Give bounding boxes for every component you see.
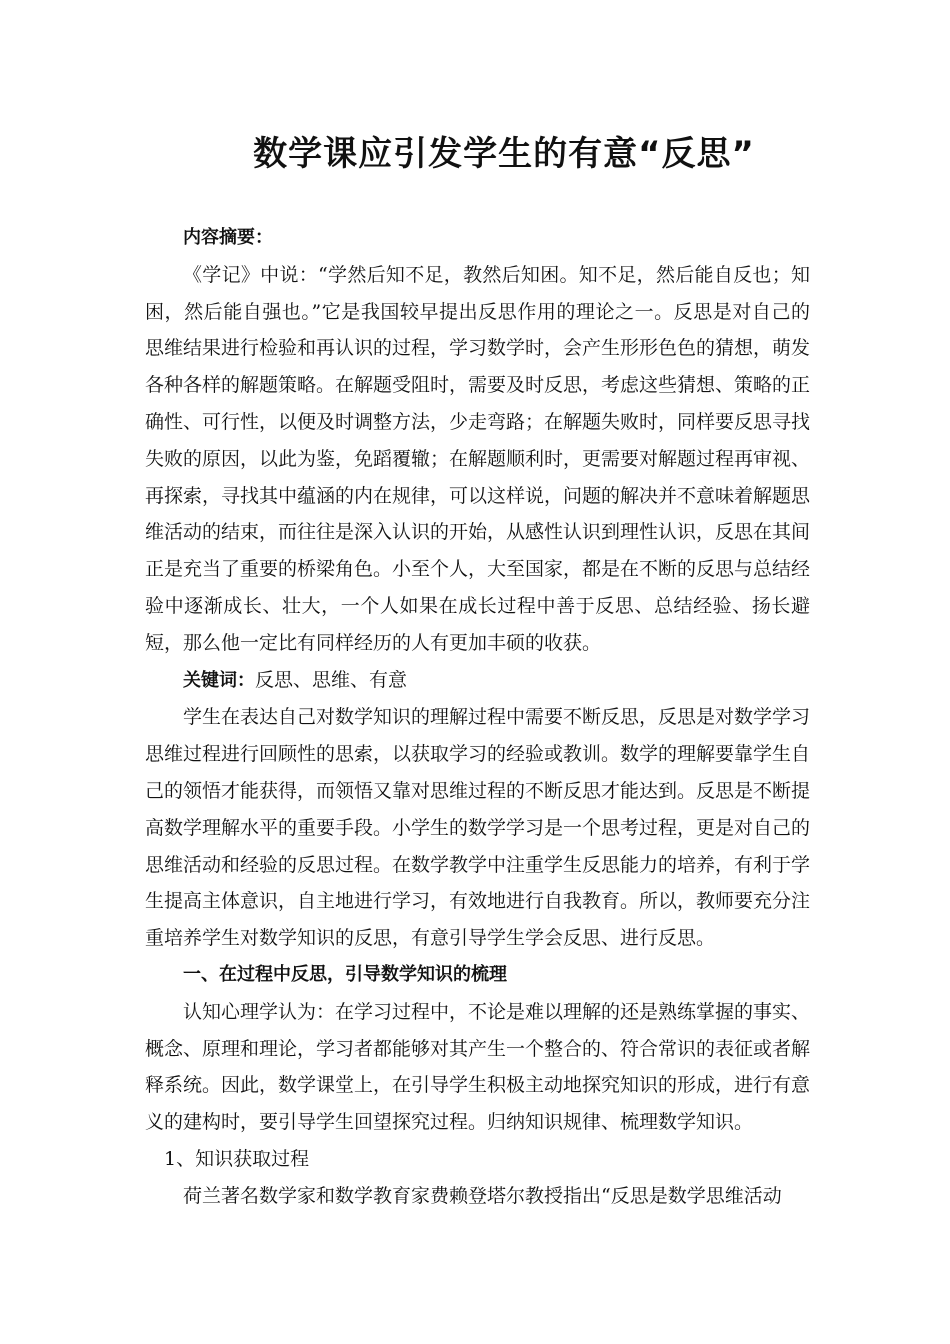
intro-paragraph: 学生在表达自己对数学知识的理解过程中需要不断反思，反思是对数学学习思维过程进行回顾性的思索，以获取学习的经验或教训。数学的理解要靠学生自己的领悟才能获得，而领悟又靠对思维过程的不断反思才能达到。反思是不断提高数学理解水平的重要手段。小学生的数学学习是一个思考过程，更是对自己的思维活动和经验的反思过程。在数学教学中注重学生反思能力的培养，有利于学生提高主体意识，自主地进行学习，有效地进行自我教育。所以，教师要充分注重培养学生对数学知识的反思，有意引导学生学会反思、进行反思。 [145, 706, 811, 950]
document-title: 数学课应引发学生的有意“反思” [253, 134, 755, 174]
section-1-heading: 一、在过程中反思，引导数学知识的梳理 [183, 963, 507, 985]
document-body [145, 220, 810, 1215]
keywords-label: 关键词： [183, 669, 255, 691]
abstract-label: 内容摘要： [183, 227, 273, 248]
keywords-line [145, 662, 810, 700]
abstract-paragraph: 《学记》中说：“学然后知不足，教然后知困。知不足，然后能自反也；知困，然后能自强也。”它是我国较早提出反思作用的理论之一。反思是对自己的思维结果进行检验和再认识的过程，学习数学时，会产生形形色色的猜想，萌发各种各样的解题策略。在解题受阻时，需要及时反思，考虑这些猜想、策略的正确性、可行性，以便及时调整方法，少走弯路；在解题失败时，同样要反思寻找失败的原因，以此为鉴，免蹈覆辙；在解题顺利时，更需要对解题过程再审视、再探索，寻找其中蕴涵的内在规律，可以这样说，问题的解决并不意味着解题思维活动的结束，而往往是深入认识的开始，从感性认识到理性认识，反思在其间正是充当了重要的桥梁角色。小至个人，大至国家，都是在不断的反思与总结经验中逐渐成长、壮大，一个人如果在成长过程中善于反思、总结经验、扬长避短，那么他一定比有同样经历的人有更加丰硕的收获。 [145, 263, 811, 654]
subsection-1-paragraph: 荷兰著名数学家和数学教育家费赖登塔尔教授指出“反思是数学思维活动 [183, 1184, 782, 1207]
section-1-paragraph: 认知心理学认为：在学习过程中，不论是难以理解的还是熟练掌握的事实、概念、原理和理论，学习者都能够对其产生一个整合的、符合常识的表征或者解释系统。因此，数学课堂上，在引导学生积极主动地探究知识的形成，进行有意义的建构时，要引导学生回望探究过程。归纳知识规律、梳理数学知识。 [145, 1000, 811, 1134]
keywords-value: 反思、思维、有意 [255, 668, 408, 691]
subsection-1-heading: 1、知识获取过程 [164, 1147, 310, 1170]
